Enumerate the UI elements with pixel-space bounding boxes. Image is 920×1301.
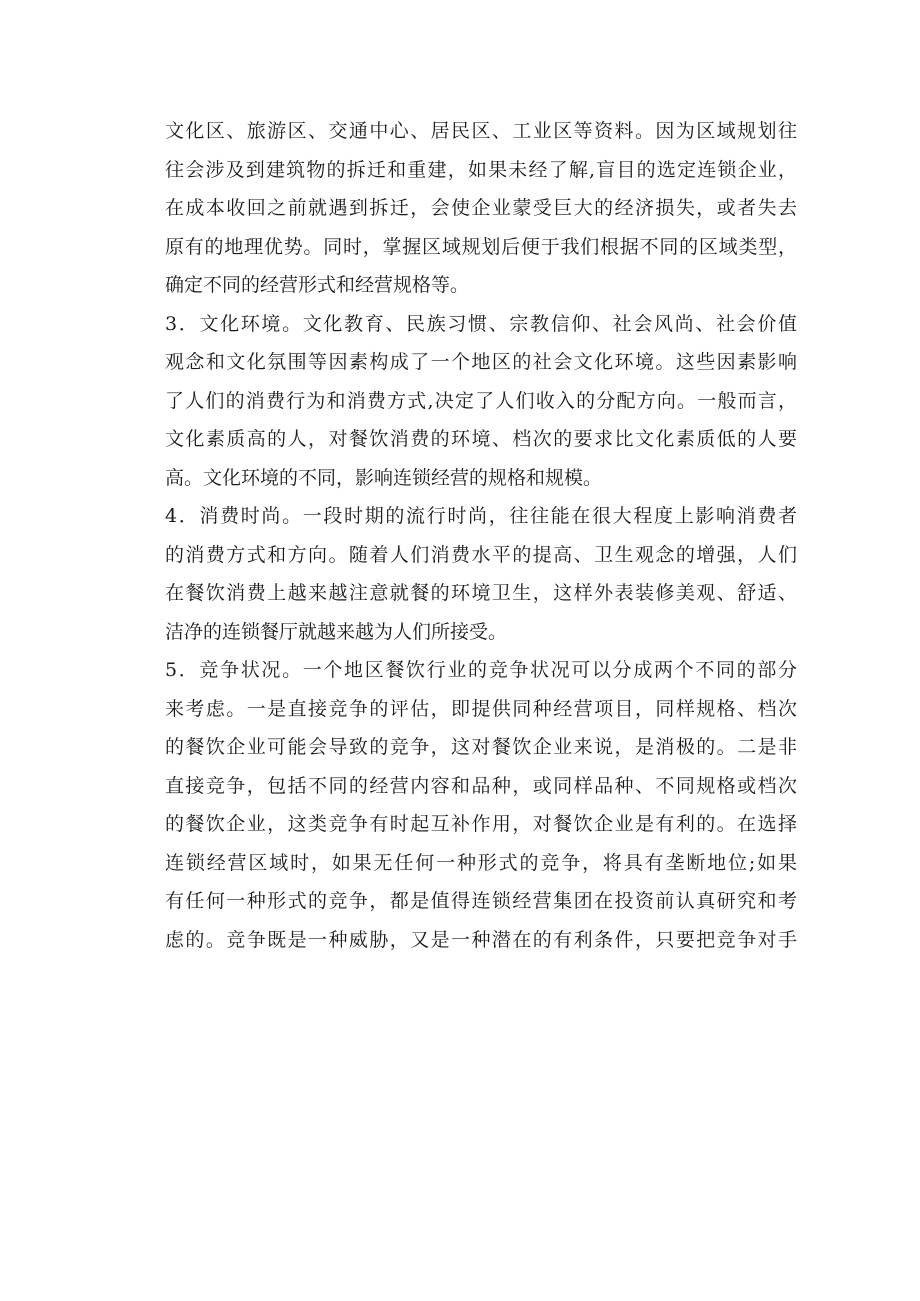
text-line: 5．竞争状况。一个地区餐饮行业的竞争状况可以分成两个不同的部分: [165, 659, 797, 681]
text-line: 来考虑。一是直接竞争的评估，即提供同种经营项目，同样规格、档次: [165, 697, 797, 720]
text-line: 往会涉及到建筑物的拆迁和重建，如果未经了解,盲目的选定连锁企业，: [165, 158, 797, 181]
text-line: 的餐饮企业，这类竞争有时起互补作用，对餐饮企业是有利的。在选择: [165, 813, 797, 835]
text-line: 虑的。竞争既是一种威胁，又是一种潜在的有利条件，只要把竞争对手: [165, 928, 797, 951]
text-line: 有任何一种形式的竞争，都是值得连锁经营集团在投资前认真研究和考: [165, 890, 797, 912]
text-line: 的餐饮企业可能会导致的竞争，这对餐饮企业来说，是消极的。二是非: [165, 736, 797, 758]
text-line: 洁净的连锁餐厅就越来越为人们所接受。: [165, 620, 508, 643]
text-line: 确定不同的经营形式和经营规格等。: [165, 274, 470, 296]
text-line: 文化区、旅游区、交通中心、居民区、工业区等资料。因为区域规划往: [165, 120, 797, 142]
body-text: [165, 112, 797, 959]
text-line: 高。文化环境的不同，影响连锁经营的规格和规模。: [165, 466, 603, 489]
text-line: 文化素质高的人，对餐饮消费的环境、档次的要求比文化素质低的人要: [165, 428, 797, 450]
text-line: 直接竞争，包括不同的经营内容和品种，或同样品种、不同规格或档次: [165, 774, 797, 797]
text-line: 在成本收回之前就遇到拆迁，会使企业蒙受巨大的经济损失，或者失去: [165, 197, 797, 219]
text-line: 3．文化环境。文化教育、民族习惯、宗教信仰、社会风尚、社会价值: [165, 312, 797, 335]
text-line: 连锁经营区域时，如果无任何一种形式的竞争，将具有垄断地位;如果: [165, 851, 797, 874]
text-line: 4．消费时尚。一段时期的流行时尚，往往能在很大程度上影响消费者: [165, 505, 797, 527]
text-line: 原有的地理优势。同时，掌握区域规划后便于我们根据不同的区域类型，: [165, 235, 797, 258]
text-line: 观念和文化氛围等因素构成了一个地区的社会文化环境。这些因素影响: [165, 351, 797, 373]
text-line: 在餐饮消费上越来越注意就餐的环境卫生，这样外表装修美观、舒适、: [165, 582, 797, 604]
text-line: 了人们的消费行为和消费方式,决定了人们收入的分配方向。一般而言，: [165, 389, 797, 412]
text-line: 的消费方式和方向。随着人们消费水平的提高、卫生观念的增强，人们: [165, 543, 797, 566]
